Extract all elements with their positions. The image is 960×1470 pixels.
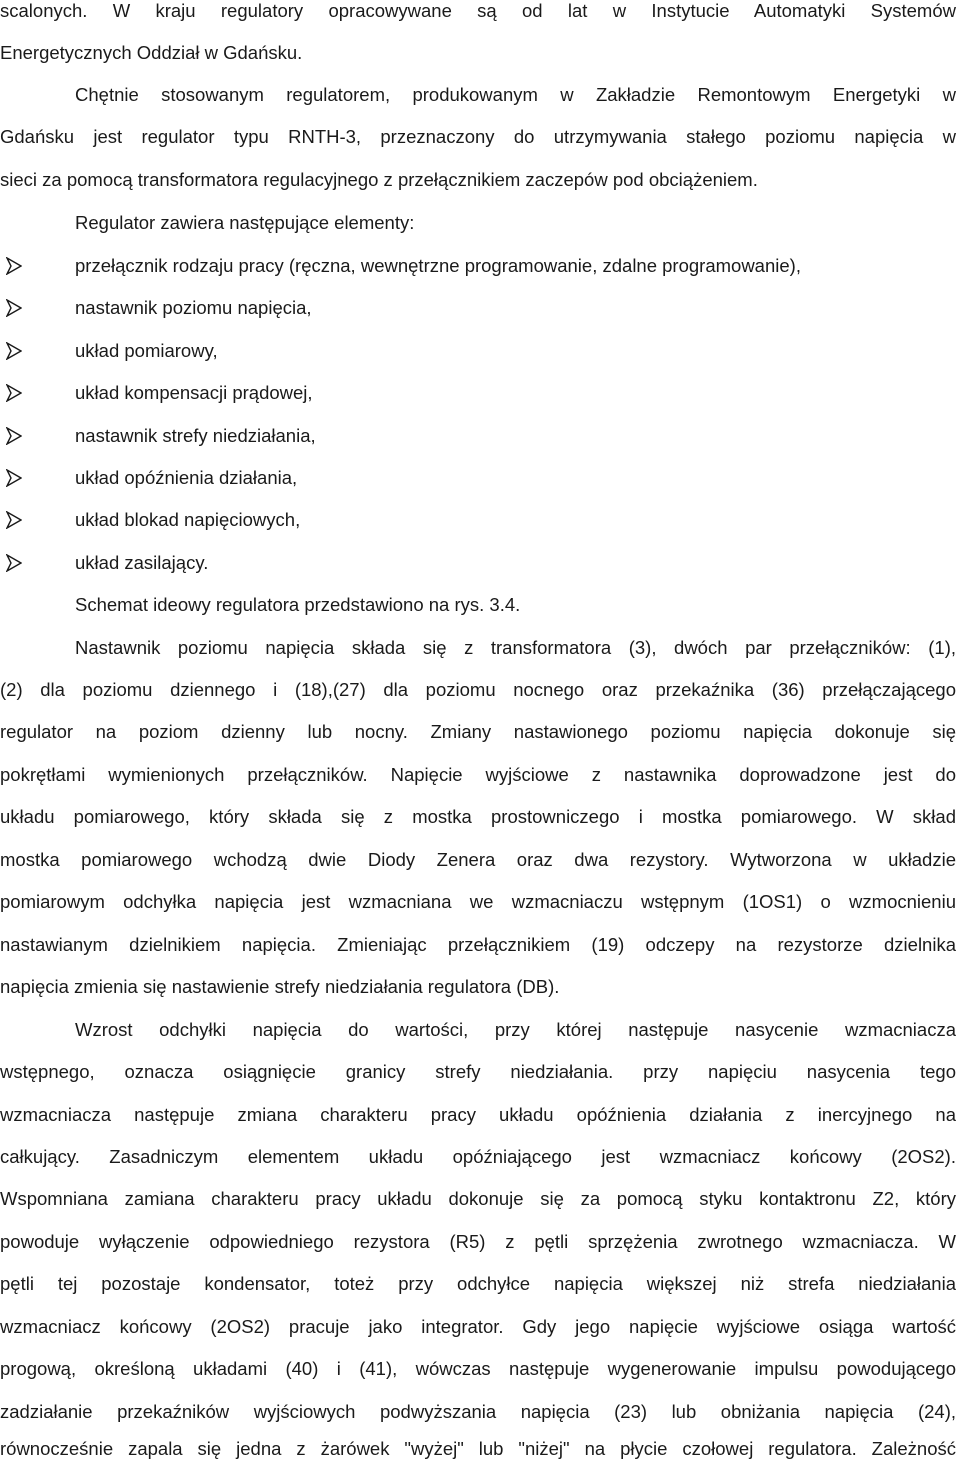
arrowhead-icon — [6, 554, 22, 572]
paragraph-4-line-1: Wzrost odchyłki napięcia do wartości, przy której następuje nasycenie wzmacniacza — [75, 1019, 956, 1040]
paragraph-2-line-2: Gdańsku jest regulator typu RNTH-3, przeznaczony do utrzymywania stałego poziomu napięcia w — [0, 126, 956, 147]
paragraph-4-line-4: całkujący. Zasadniczym elementem układu opóźniającego jest wzmacniacz końcowy (2OS2). — [0, 1146, 956, 1167]
paragraph-4-line-6: powoduje wyłączenie odpowiedniego rezystora (R5) z pętli sprzężenia zwrotnego wzmacniacza. W — [0, 1231, 956, 1252]
paragraph-3-line-1: Nastawnik poziomu napięcia składa się z transformatora (3), dwóch par przełączników: (1), — [75, 637, 956, 658]
paragraph-1-line-1: scalonych. W kraju regulatory opracowywane są od lat w Instytucie Automatyki Systemów — [0, 0, 956, 21]
paragraph-3-line-8: nastawianym dzielnikiem napięcia. Zmieniając przełącznikiem (19) odczepy na rezystorze dzielnika — [0, 934, 956, 955]
paragraph-4-line-3: wzmacniacza następuje zmiana charakteru pracy układu opóźnienia działania z inercyjnego na — [0, 1104, 956, 1125]
list-item-text: układ opóźnienia działania, — [75, 467, 298, 488]
list-item-text: układ pomiarowy, — [75, 340, 218, 361]
paragraph-2-line-1: Chętnie stosowanym regulatorem, produkowanym w Zakładzie Remontowym Energetyki w — [75, 84, 956, 105]
list-item — [0, 415, 956, 457]
paragraph-4-line-8: wzmacniacz końcowy (2OS2) pracuje jako integrator. Gdy jego napięcie wyjściowe osiąga wartość — [0, 1316, 956, 1337]
paragraph-4-line-9: progową, określoną układami (40) i (41), wówczas następuje wygenerowanie impulsu powodującego — [0, 1358, 956, 1379]
list-item — [0, 287, 956, 329]
paragraph-2-line-3: sieci za pomocą transformatora regulacyjnego z przełącznikiem zaczepów pod obciążeniem. — [0, 169, 758, 190]
arrowhead-icon — [6, 299, 22, 317]
list-item — [0, 457, 956, 499]
arrowhead-icon — [6, 511, 22, 529]
list-item — [0, 372, 956, 414]
paragraph-4-line-2: wstępnego, oznacza osiągnięcie granicy strefy niedziałania. przy napięciu nasycenia tego — [0, 1061, 956, 1082]
paragraph-3-line-3: regulator na poziom dzienny lub nocny. Zmiany nastawionego poziomu napięcia dokonuje się — [0, 721, 956, 742]
paragraph-3-line-2: (2) dla poziomu dziennego i (18),(27) dla poziomu nocnego oraz przekaźnika (36) przełączającego — [0, 679, 956, 700]
paragraph-3-line-5: układu pomiarowego, który składa się z mostka prostowniczego i mostka pomiarowego. W skład — [0, 806, 956, 827]
list-item-text: układ blokad napięciowych, — [75, 509, 301, 530]
arrowhead-icon — [6, 469, 22, 487]
list-item-text: układ zasilający. — [75, 552, 209, 573]
arrowhead-icon — [6, 384, 22, 402]
paragraph-4-line-10: zadziałanie przekaźników wyjściowych podwyższania napięcia (23) lub obniżania napięcia (24), — [0, 1401, 956, 1422]
paragraph-4-line-5: Wspomniana zamiana charakteru pracy układu dokonuje się za pomocą styku kontaktronu Z2, który — [0, 1188, 956, 1209]
figure-reference: Schemat ideowy regulatora przedstawiono na rys. 3.4. — [75, 594, 521, 615]
arrowhead-icon — [6, 257, 22, 275]
paragraph-4-line-11: równocześnie zapala się jedna z żarówek "wyżej" lub "niżej" na płycie czołowej regulatora. Zależność — [0, 1438, 956, 1459]
list-item-text: nastawnik poziomu napięcia, — [75, 297, 312, 318]
paragraph-3-line-6: mostka pomiarowego wchodzą dwie Diody Zenera oraz dwa rezystory. Wytworzona w układzie — [0, 849, 956, 870]
paragraph-1-line-2: Energetycznych Oddział w Gdańsku. — [0, 42, 303, 63]
paragraph-4-line-7: pętli tej pozostaje kondensator, toteż przy odchyłce napięcia większej niż strefa niedziałania — [0, 1273, 956, 1294]
arrowhead-icon — [6, 342, 22, 360]
list-item — [0, 542, 956, 584]
list-item-text: przełącznik rodzaju pracy (ręczna, wewnętrzne programowanie, zdalne programowanie), — [75, 255, 801, 276]
paragraph-3-line-9: napięcia zmienia się nastawienie strefy niedziałania regulatora (DB). — [0, 976, 560, 997]
list-item — [0, 330, 956, 372]
list-item-text: układ kompensacji prądowej, — [75, 382, 313, 403]
arrowhead-icon — [6, 427, 22, 445]
list-intro: Regulator zawiera następujące elementy: — [75, 212, 415, 233]
list-item-text: nastawnik strefy niedziałania, — [75, 425, 316, 446]
list-item — [0, 499, 956, 541]
paragraph-3-line-4: pokrętłami wymienionych przełączników. Napięcie wyjściowe z nastawnika doprowadzone jest do — [0, 764, 956, 785]
list-item — [0, 245, 956, 287]
paragraph-3-line-7: pomiarowym odchyłka napięcia jest wzmacniana we wzmacniaczu wstępnym (1OS1) o wzmocnieniu — [0, 891, 956, 912]
